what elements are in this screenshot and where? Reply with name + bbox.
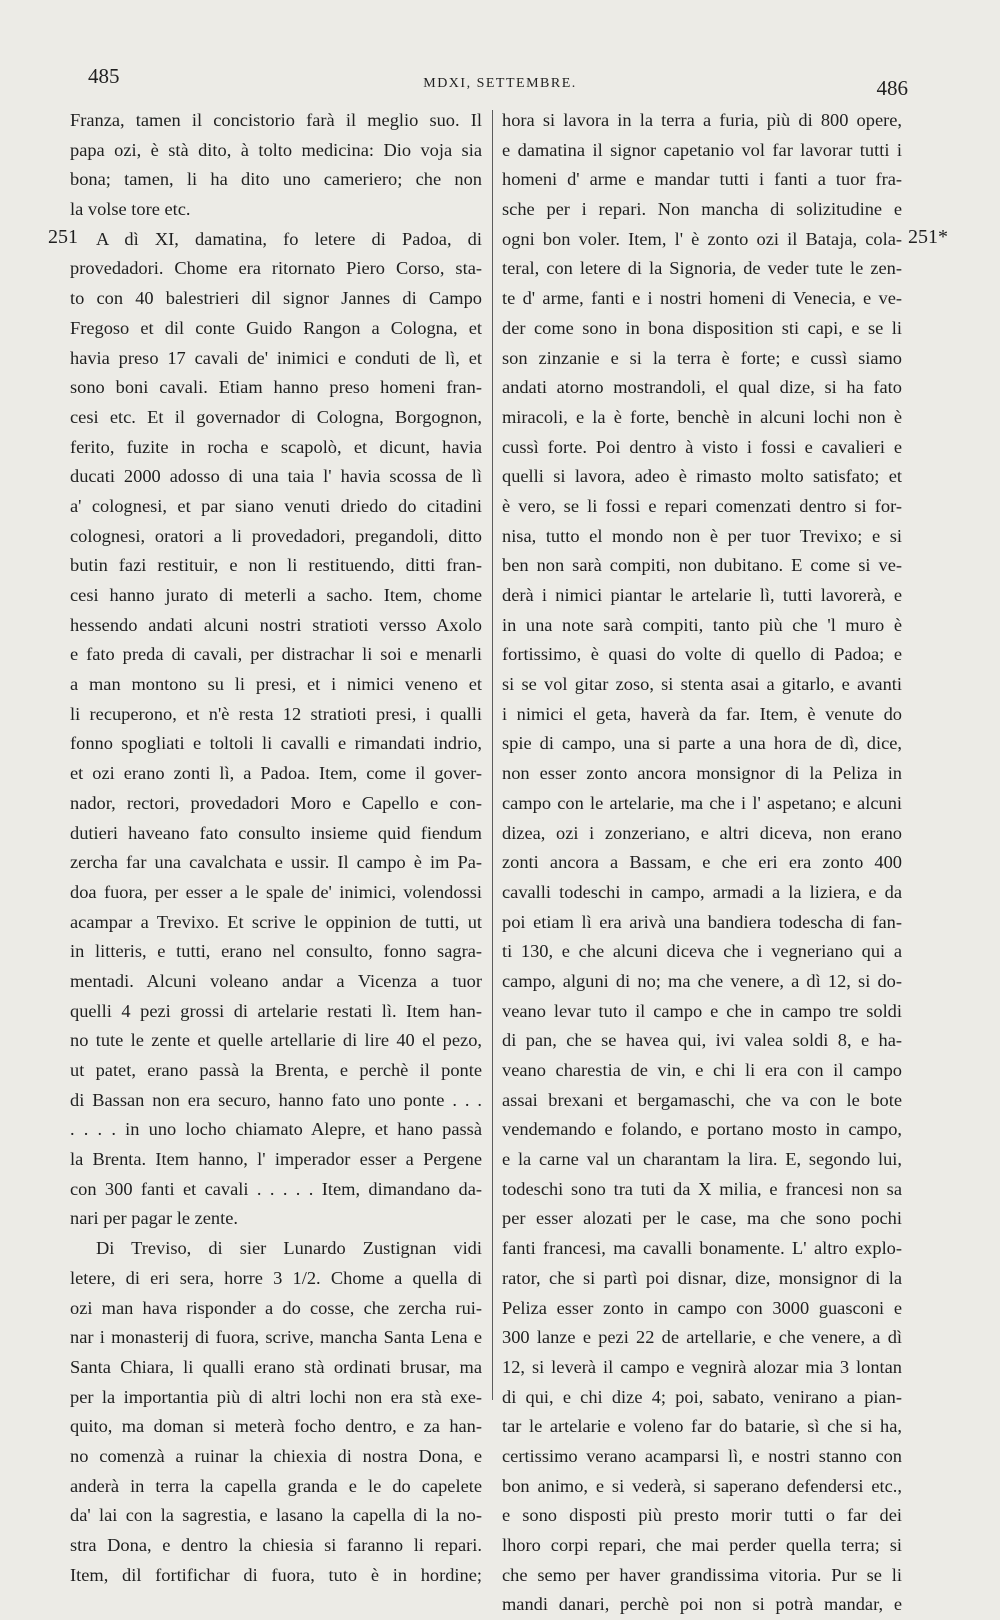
text-line: dutieri haveano fato consulto insieme quid fiendum — [70, 822, 482, 843]
text-line: colognesi, oratori a li provedadori, pregandoli, ditto — [70, 525, 482, 546]
text-line: fonno spogliati e toltoli li cavalli e rimandati indrio, — [70, 733, 482, 754]
text-line: cavalli todeschi in campo, armadi a la liziera, e da — [502, 881, 902, 902]
text-line: nador, rectori, provedadori Moro e Capello e con- — [70, 792, 482, 813]
text-line: papa ozi, è stà dito, à tolto medicina: Dio voja sia — [70, 139, 482, 160]
text-line: i nimici el geta, haverà da far. Item, è venute do — [502, 703, 902, 724]
text-line: mandi danari, perchè poi non si potrà mandar, e — [502, 1594, 902, 1615]
text-line: di Bassan non era securo, hanno fato uno ponte . . . — [70, 1089, 482, 1110]
text-line: e fato preda di cavali, per distrachar li soi e menarli — [70, 644, 482, 665]
page-header — [0, 62, 1000, 102]
text-line: ben non sarà compiti, non dubitano. E come si ve- — [502, 555, 902, 576]
text-line: sche per i repari. Non mancha di solizitudine e — [502, 199, 902, 220]
text-line: vendemando e folando, e portano mosto in campo, — [502, 1119, 902, 1140]
text-line: zercha far una cavalchata e ussir. Il campo è im Pa- — [70, 852, 482, 873]
text-line: 300 lanze e pezi 22 de artellarie, e che venere, a dì — [502, 1327, 902, 1348]
text-line: veano levar tuto il campo e che in campo tre soldi — [502, 1000, 902, 1021]
text-line: cesi etc. Et il governador di Cologna, Borgognon, — [70, 406, 482, 427]
right-column — [502, 106, 902, 1620]
text-line: tar le artelarie e voleno far do batarie, sì che si ha, — [502, 1416, 902, 1437]
text-line: Santa Chiara, li qualli erano stà ordinati brusar, ma — [70, 1356, 482, 1377]
text-line: certissimo verano acamparsi lì, e nostri stanno con — [502, 1445, 902, 1466]
text-line: bon animo, e si vederà, si saperano defendersi etc., — [502, 1475, 902, 1496]
text-line: doa fuora, per esser a le spale de' inimici, volendossi — [70, 881, 482, 902]
text-line: quito, ma doman si meterà focho dentro, e za han- — [70, 1416, 482, 1437]
text-line: hora si lavora in la terra a furia, più di 800 opere, — [502, 110, 902, 130]
text-line: ferito, fuzite in rocha e scapolò, et dicunt, havia — [70, 436, 482, 457]
text-line: ozi man hava risponder a do cosse, che zercha rui- — [70, 1297, 482, 1318]
text-line: son zinzanie e si la terra è forte; e cussì siamo — [502, 347, 902, 368]
text-line: te d' arme, fanti e i nostri homeni di Venecia, e ve- — [502, 288, 902, 309]
text-line: hessendo andati alcuni nostri stratioti versso Axolo — [70, 614, 482, 635]
text-line: der come sono in bona disposition sti capi, e se li — [502, 317, 902, 338]
text-line: cesi hanno jurato di meterli a sacho. Item, chome — [70, 585, 482, 605]
text-line: et ozi erano zonti lì, a Padoa. Item, come il gover- — [70, 763, 482, 784]
text-line: Di Treviso, di sier Lunardo Zustignan vidi — [96, 1238, 482, 1259]
text-line: . . . . in uno locho chiamato Alepre, et hano passà — [70, 1119, 482, 1140]
text-line: to con 40 balestrieri dil signor Jannes di Campo — [70, 288, 482, 309]
text-line: la Brenta. Item hanno, l' imperador esser a Pergene — [70, 1149, 482, 1170]
text-line: poi etiam lì era arivà una bandiera todescha di fan- — [502, 911, 902, 932]
text-line: rator, che si partì poi disnar, dize, monsignor di la — [502, 1267, 902, 1288]
text-line: Item, dil fortifichar di fuora, tuto è in hordine; — [70, 1564, 482, 1585]
text-line: lhoro corpi repari, che mai perder quella terra; si — [502, 1535, 902, 1555]
text-line: anderà in terra la capella granda e le do capelete — [70, 1475, 482, 1496]
running-title: MDXI, SETTEMBRE. — [423, 76, 577, 91]
text-line: acampar a Trevixo. Et scrive le oppinion de tutti, ut — [70, 911, 482, 932]
text-line: e la carne val un charantam la lira. E, segondo lui, — [502, 1149, 902, 1170]
text-line: ogni bon voler. Item, l' è zonto ozi il Bataja, cola- — [502, 228, 902, 249]
text-line: nar i monasterij di fuora, scrive, mancha Santa Lena e — [70, 1327, 482, 1348]
text-line: butin fazi restituir, e non li restituendo, ditti fran- — [70, 555, 482, 576]
text-line: ti 130, e che alcuni diceva che i vegneriano qui a — [502, 941, 902, 962]
text-line: fortissimo, è quasi do volte di quello di Padoa; e — [502, 644, 902, 665]
text-line: in litteris, e tutti, erano nel consulto, fonno sagra- — [70, 941, 482, 962]
text-line: dizea, ozi i zonzeriano, e altri diceva, non erano — [502, 822, 902, 843]
margin-note-right: 251* — [908, 226, 948, 248]
text-line: ducati 2000 adosso di una taia l' havia scossa de lì — [70, 466, 482, 487]
text-line: Fregoso et dil conte Guido Rangon a Cologna, et — [70, 317, 482, 338]
page-number-left: 485 — [88, 64, 120, 88]
text-line: derà i nimici piantar le artelarie lì, tutti lavorerà, e — [502, 585, 902, 605]
text-line: cussì forte. Poi dentro à visto i fossi e cavalieri e — [502, 436, 902, 457]
text-line: per la importantia più di altri lochi non era stà exe- — [70, 1386, 482, 1407]
text-line: di qui, e chi dize 4; poi, sabato, venirano a pian- — [502, 1386, 902, 1407]
text-line: homeni d' arme e mandar tutti i fanti a tuor fra- — [502, 169, 902, 190]
text-line: nisa, tutto el mondo non è per tuor Trevixo; e si — [502, 525, 902, 546]
text-line: e sono disposti più presto morir tutti o far dei — [502, 1505, 902, 1526]
text-line: è vero, se li fossi e repari comenzati dentro si for- — [502, 495, 902, 516]
text-line: li recuperono, et n'è resta 12 stratioti presi, i qualli — [70, 703, 482, 724]
text-line: da' lai con la sagrestia, e lasano la capella di la no- — [70, 1505, 482, 1526]
text-line: la volse tore etc. — [70, 199, 191, 220]
margin-note-left: 251 — [48, 226, 78, 248]
text-line: a' colognesi, et par siano venuti driedo do citadini — [70, 495, 482, 516]
text-line: andati atorno mostrandoli, el qual dize, si ha fato — [502, 377, 902, 398]
text-line: fanti francesi, ma cavalli bonamente. L' altro explo- — [502, 1238, 902, 1259]
text-line: che semo per haver grandissima vitoria. Pur se li — [502, 1564, 902, 1585]
text-line: spie di campo, una si parte a una hora de dì, dice, — [502, 733, 902, 754]
text-line: campo, alguni di no; ma che venere, a dì 12, si do- — [502, 970, 902, 991]
text-line: bona; tamen, li ha dito uno cameriero; che non — [70, 169, 482, 190]
text-line: con 300 fanti et cavali . . . . . Item, dimandano da- — [70, 1178, 482, 1199]
text-line: no tute le zente et quelle artellarie di lire 40 el pezo, — [70, 1030, 482, 1051]
text-line: e damatina il signor capetanio vol far lavorar tutti i — [502, 139, 902, 160]
text-line: ut patet, erano passà la Brenta, e perchè il ponte — [70, 1060, 482, 1080]
left-column — [70, 106, 482, 1590]
text-line: di pan, che se havea qui, ivi valea soldi 8, e ha- — [502, 1030, 902, 1051]
text-line: todeschi sono tra tuti da X milia, e francesi non sa — [502, 1178, 902, 1199]
text-line: letere, di eri sera, horre 3 1/2. Chome a quella di — [70, 1267, 482, 1288]
text-line: teral, con letere di la Signoria, de veder tute le zen- — [502, 258, 902, 279]
text-line: per esser alozati per le case, ma che sono pochi — [502, 1208, 902, 1229]
text-line: havia preso 17 cavali de' inimici e conduti de lì, et — [70, 347, 482, 368]
text-line: sono boni cavali. Etiam hanno preso homeni fran- — [70, 377, 482, 398]
text-line: campo con le artelarie, ma che i l' aspetano; e alcuni — [502, 792, 902, 813]
page-number-right: 486 — [876, 76, 908, 100]
text-line: non esser zonto ancora monsignor di la Peliza in — [502, 763, 902, 784]
text-line: A dì XI, damatina, fo letere di Padoa, di — [96, 228, 482, 249]
text-line: Franza, tamen il concistorio farà il meglio suo. Il — [70, 110, 482, 130]
text-line: quelli 4 pezi grossi di artelarie restati lì. Item han- — [70, 1000, 482, 1021]
text-line: veano charestia de vin, e chi li era con il campo — [502, 1060, 902, 1080]
text-line: stra Dona, e dentro la chiesia si faranno li repari. — [70, 1535, 482, 1555]
text-line: zonti ancora a Bassam, e che eri era zonto 400 — [502, 852, 902, 873]
text-line: a man montono su li presi, et i nimici veneno et — [70, 674, 482, 695]
text-line: mentadi. Alcuni voleano andar a Vicenza a tuor — [70, 970, 482, 991]
text-line: Peliza esser zonto in campo con 3000 guasconi e — [502, 1297, 902, 1318]
text-line: quelli si lavora, adeo è rimasto molto satisfato; et — [502, 466, 902, 487]
text-line: provedadori. Chome era ritornato Piero Corso, sta- — [70, 258, 482, 279]
text-line: assai brexani et bergamaschi, che va con le bote — [502, 1089, 902, 1110]
text-line: in una note sarà compiti, tanto più che 'l muro è — [502, 614, 902, 635]
column-divider — [492, 110, 493, 1400]
text-line: nari per pagar le zente. — [70, 1208, 238, 1229]
text-line: no comenzà a ruinar la chiexia di nostra Dona, e — [70, 1445, 482, 1466]
text-line: si se vol gitar zoso, si stenta asai a gitarlo, e avanti — [502, 674, 902, 695]
text-line: 12, si leverà il campo e vegnirà alozar mia 3 lontan — [502, 1356, 902, 1377]
text-line: miracoli, e la è forte, benchè in alcuni lochi non è — [502, 406, 902, 427]
